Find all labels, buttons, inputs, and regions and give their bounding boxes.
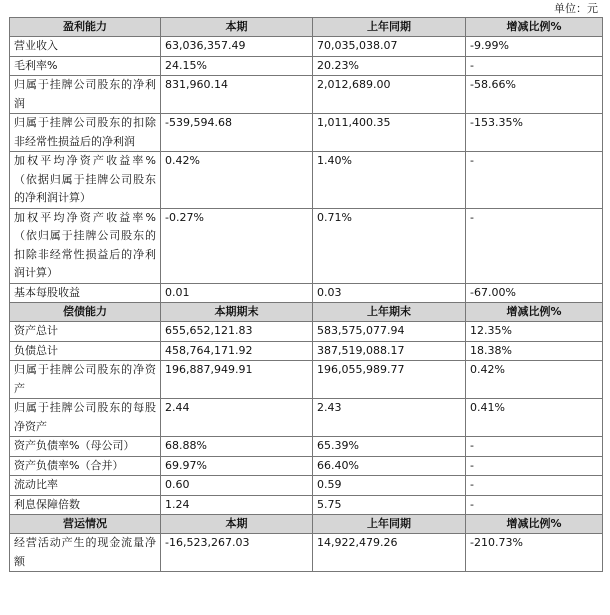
cell-current: 196,887,949.91 xyxy=(161,361,313,399)
cell-change: -153.35% xyxy=(466,114,603,152)
cell-current: -16,523,267.03 xyxy=(161,534,313,572)
cell-change: - xyxy=(466,456,603,476)
header-change: 增减比例% xyxy=(466,515,603,534)
header-metric: 营运情况 xyxy=(10,515,161,534)
header-current: 本期 xyxy=(161,515,313,534)
table-row xyxy=(10,76,603,114)
cell-metric: 负债总计 xyxy=(10,341,161,361)
cell-metric: 资产总计 xyxy=(10,322,161,342)
table-row xyxy=(10,437,603,457)
cell-change: - xyxy=(466,476,603,496)
cell-current: 0.42% xyxy=(161,152,313,209)
section-header-row xyxy=(10,18,603,37)
cell-change: -9.99% xyxy=(466,37,603,57)
cell-metric: 资产负债率%（母公司） xyxy=(10,437,161,457)
cell-current: 69.97% xyxy=(161,456,313,476)
cell-prior: 20.23% xyxy=(313,56,466,76)
cell-change: -210.73% xyxy=(466,534,603,572)
cell-current: -539,594.68 xyxy=(161,114,313,152)
table-row xyxy=(10,476,603,496)
cell-current: 1.24 xyxy=(161,495,313,515)
cell-metric: 归属于挂牌公司股东的净利润 xyxy=(10,76,161,114)
cell-prior: 0.71% xyxy=(313,208,466,283)
financial-summary-table xyxy=(9,17,603,572)
table-row xyxy=(10,361,603,399)
cell-prior: 196,055,989.77 xyxy=(313,361,466,399)
cell-current: 831,960.14 xyxy=(161,76,313,114)
table-row xyxy=(10,322,603,342)
header-change: 增减比例% xyxy=(466,18,603,37)
cell-prior: 0.59 xyxy=(313,476,466,496)
cell-prior: 387,519,088.17 xyxy=(313,341,466,361)
header-metric: 盈利能力 xyxy=(10,18,161,37)
table-row xyxy=(10,208,603,283)
cell-metric: 营业收入 xyxy=(10,37,161,57)
table-row xyxy=(10,56,603,76)
cell-current: 0.60 xyxy=(161,476,313,496)
cell-current: 458,764,171.92 xyxy=(161,341,313,361)
cell-metric: 利息保障倍数 xyxy=(10,495,161,515)
cell-change: - xyxy=(466,56,603,76)
cell-prior: 14,922,479.26 xyxy=(313,534,466,572)
table-row xyxy=(10,399,603,437)
cell-prior: 66.40% xyxy=(313,456,466,476)
header-current: 本期期末 xyxy=(161,303,313,322)
header-metric: 偿债能力 xyxy=(10,303,161,322)
table-row xyxy=(10,37,603,57)
section-header-row xyxy=(10,515,603,534)
table-row xyxy=(10,456,603,476)
header-prior: 上年同期 xyxy=(313,515,466,534)
cell-metric: 加权平均净资产收益率%（依归属于挂牌公司股东的扣除非经常性损益后的净利润计算） xyxy=(10,208,161,283)
header-prior: 上年期末 xyxy=(313,303,466,322)
cell-prior: 65.39% xyxy=(313,437,466,457)
header-current: 本期 xyxy=(161,18,313,37)
cell-prior: 1,011,400.35 xyxy=(313,114,466,152)
cell-current: -0.27% xyxy=(161,208,313,283)
cell-current: 655,652,121.83 xyxy=(161,322,313,342)
table-row xyxy=(10,534,603,572)
table-row xyxy=(10,341,603,361)
cell-metric: 经营活动产生的现金流量净额 xyxy=(10,534,161,572)
table-row xyxy=(10,283,603,303)
cell-metric: 基本每股收益 xyxy=(10,283,161,303)
cell-change: -58.66% xyxy=(466,76,603,114)
table-row xyxy=(10,114,603,152)
cell-prior: 70,035,038.07 xyxy=(313,37,466,57)
cell-metric: 归属于挂牌公司股东的净资产 xyxy=(10,361,161,399)
cell-change: - xyxy=(466,437,603,457)
cell-change: - xyxy=(466,495,603,515)
cell-prior: 583,575,077.94 xyxy=(313,322,466,342)
cell-change: -67.00% xyxy=(466,283,603,303)
unit-label: 单位：元 xyxy=(554,2,598,15)
table-row xyxy=(10,495,603,515)
table-row xyxy=(10,152,603,209)
cell-current: 24.15% xyxy=(161,56,313,76)
cell-change: 0.42% xyxy=(466,361,603,399)
cell-prior: 2,012,689.00 xyxy=(313,76,466,114)
cell-metric: 归属于挂牌公司股东的扣除非经常性损益后的净利润 xyxy=(10,114,161,152)
header-change: 增减比例% xyxy=(466,303,603,322)
cell-metric: 归属于挂牌公司股东的每股净资产 xyxy=(10,399,161,437)
cell-change: 12.35% xyxy=(466,322,603,342)
cell-prior: 1.40% xyxy=(313,152,466,209)
cell-current: 0.01 xyxy=(161,283,313,303)
cell-metric: 流动比率 xyxy=(10,476,161,496)
cell-current: 68.88% xyxy=(161,437,313,457)
cell-metric: 加权平均净资产收益率%（依据归属于挂牌公司股东的净利润计算） xyxy=(10,152,161,209)
header-prior: 上年同期 xyxy=(313,18,466,37)
cell-change: - xyxy=(466,152,603,209)
cell-current: 2.44 xyxy=(161,399,313,437)
cell-change: 18.38% xyxy=(466,341,603,361)
cell-change: 0.41% xyxy=(466,399,603,437)
cell-current: 63,036,357.49 xyxy=(161,37,313,57)
cell-change: - xyxy=(466,208,603,283)
cell-metric: 资产负债率%（合并） xyxy=(10,456,161,476)
cell-prior: 2.43 xyxy=(313,399,466,437)
section-header-row xyxy=(10,303,603,322)
cell-prior: 0.03 xyxy=(313,283,466,303)
cell-prior: 5.75 xyxy=(313,495,466,515)
cell-metric: 毛利率% xyxy=(10,56,161,76)
